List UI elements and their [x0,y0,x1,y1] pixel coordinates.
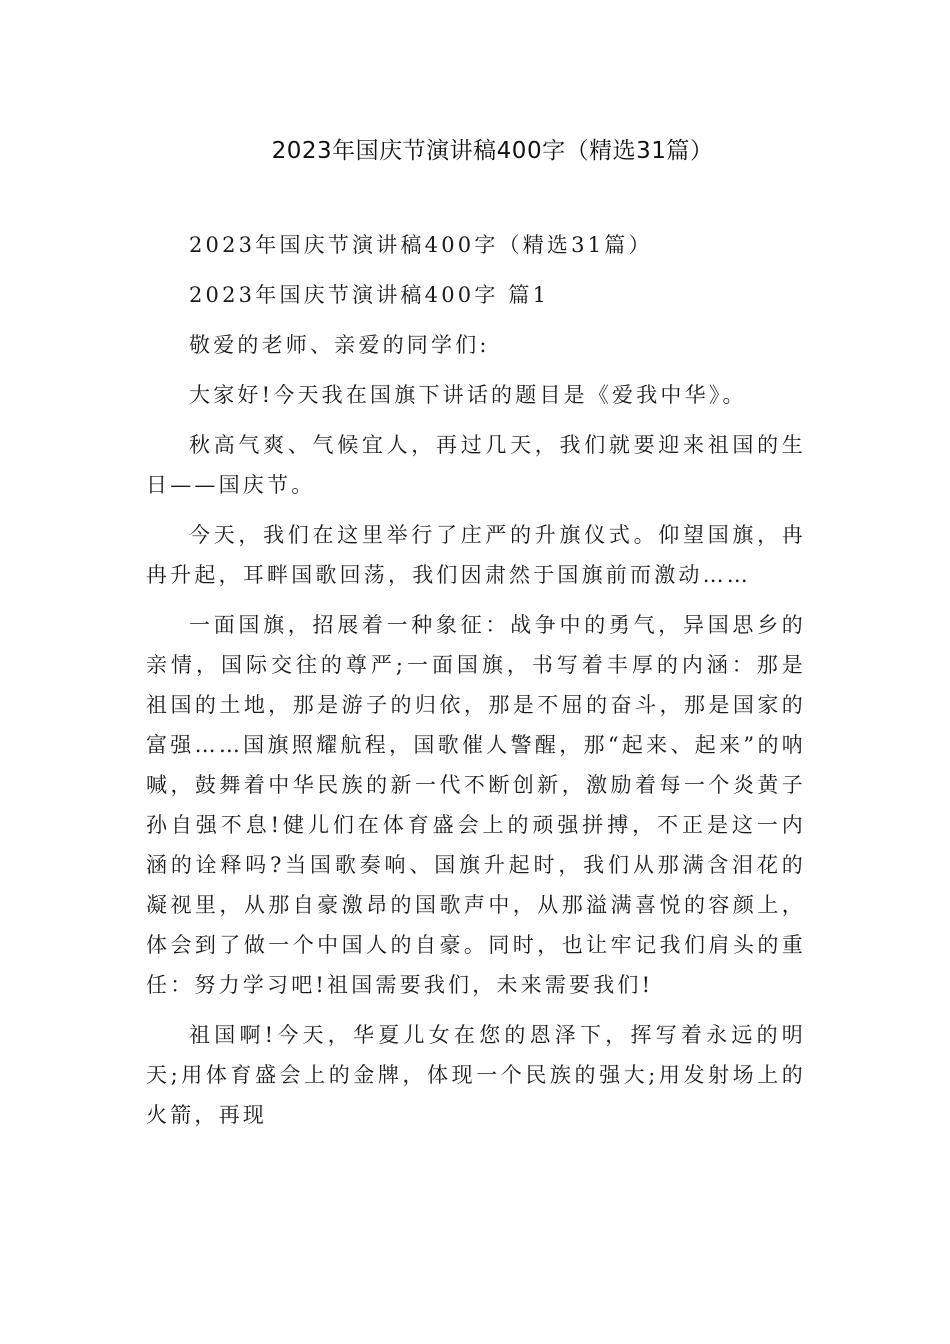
paragraph-heading: 2023年国庆节演讲稿400字（精选31篇） [189,233,653,257]
paragraph-autumn: 秋高气爽、气候宜人，再过几天，我们就要迎来祖国的生日——国庆节。 [146,433,806,497]
paragraph-flag-ceremony: 今天，我们在这里举行了庄严的升旗仪式。仰望国旗，冉冉升起，耳畔国歌回荡，我们因肃然于国旗前而激动…… [146,523,806,587]
paragraph-motherland: 祖国啊!今天，华夏儿女在您的恩泽下，挥写着永远的明天;用体育盛会上的金牌，体现一个民族的强大;用发射场上的火箭，再现 [146,1023,806,1127]
paragraph-greeting: 大家好!今天我在国旗下讲话的题目是《爱我中华》。 [189,383,747,407]
paragraph-section-title: 2023年国庆节演讲稿400字 篇1 [189,283,550,307]
document-body [146,225,806,1145]
paragraph-salutation: 敬爱的老师、亲爱的同学们: [189,333,490,357]
document-title: 2023年国庆节演讲稿400字（精选31篇） [271,138,714,164]
paragraph-flag-symbol: 一面国旗，招展着一种象征：战争中的勇气，异国思乡的亲情，国际交往的尊严;一面国旗，书写着丰厚的内涵：那是祖国的土地，那是游子的归依，那是不屈的奋斗，那是国家的富强……国旗照耀航程，国歌催人警醒，那“起来、起来”的呐喊，鼓舞着中华民族的新一代不断创新，激励着每一个炎黄子孙自强不息!健儿们在体育盛会上的顽强拼搏，不正是这一内涵的诠释吗?当国歌奏响、国旗升起时，我们从那满含泪花的凝视里，从那自豪激昂的国歌声中，从那溢满喜悦的容颜上，体会到了做一个中国人的自豪。同时，也让牢记我们肩头的重任：努力学习吧!祖国需要我们，未来需要我们! [146,613,806,997]
